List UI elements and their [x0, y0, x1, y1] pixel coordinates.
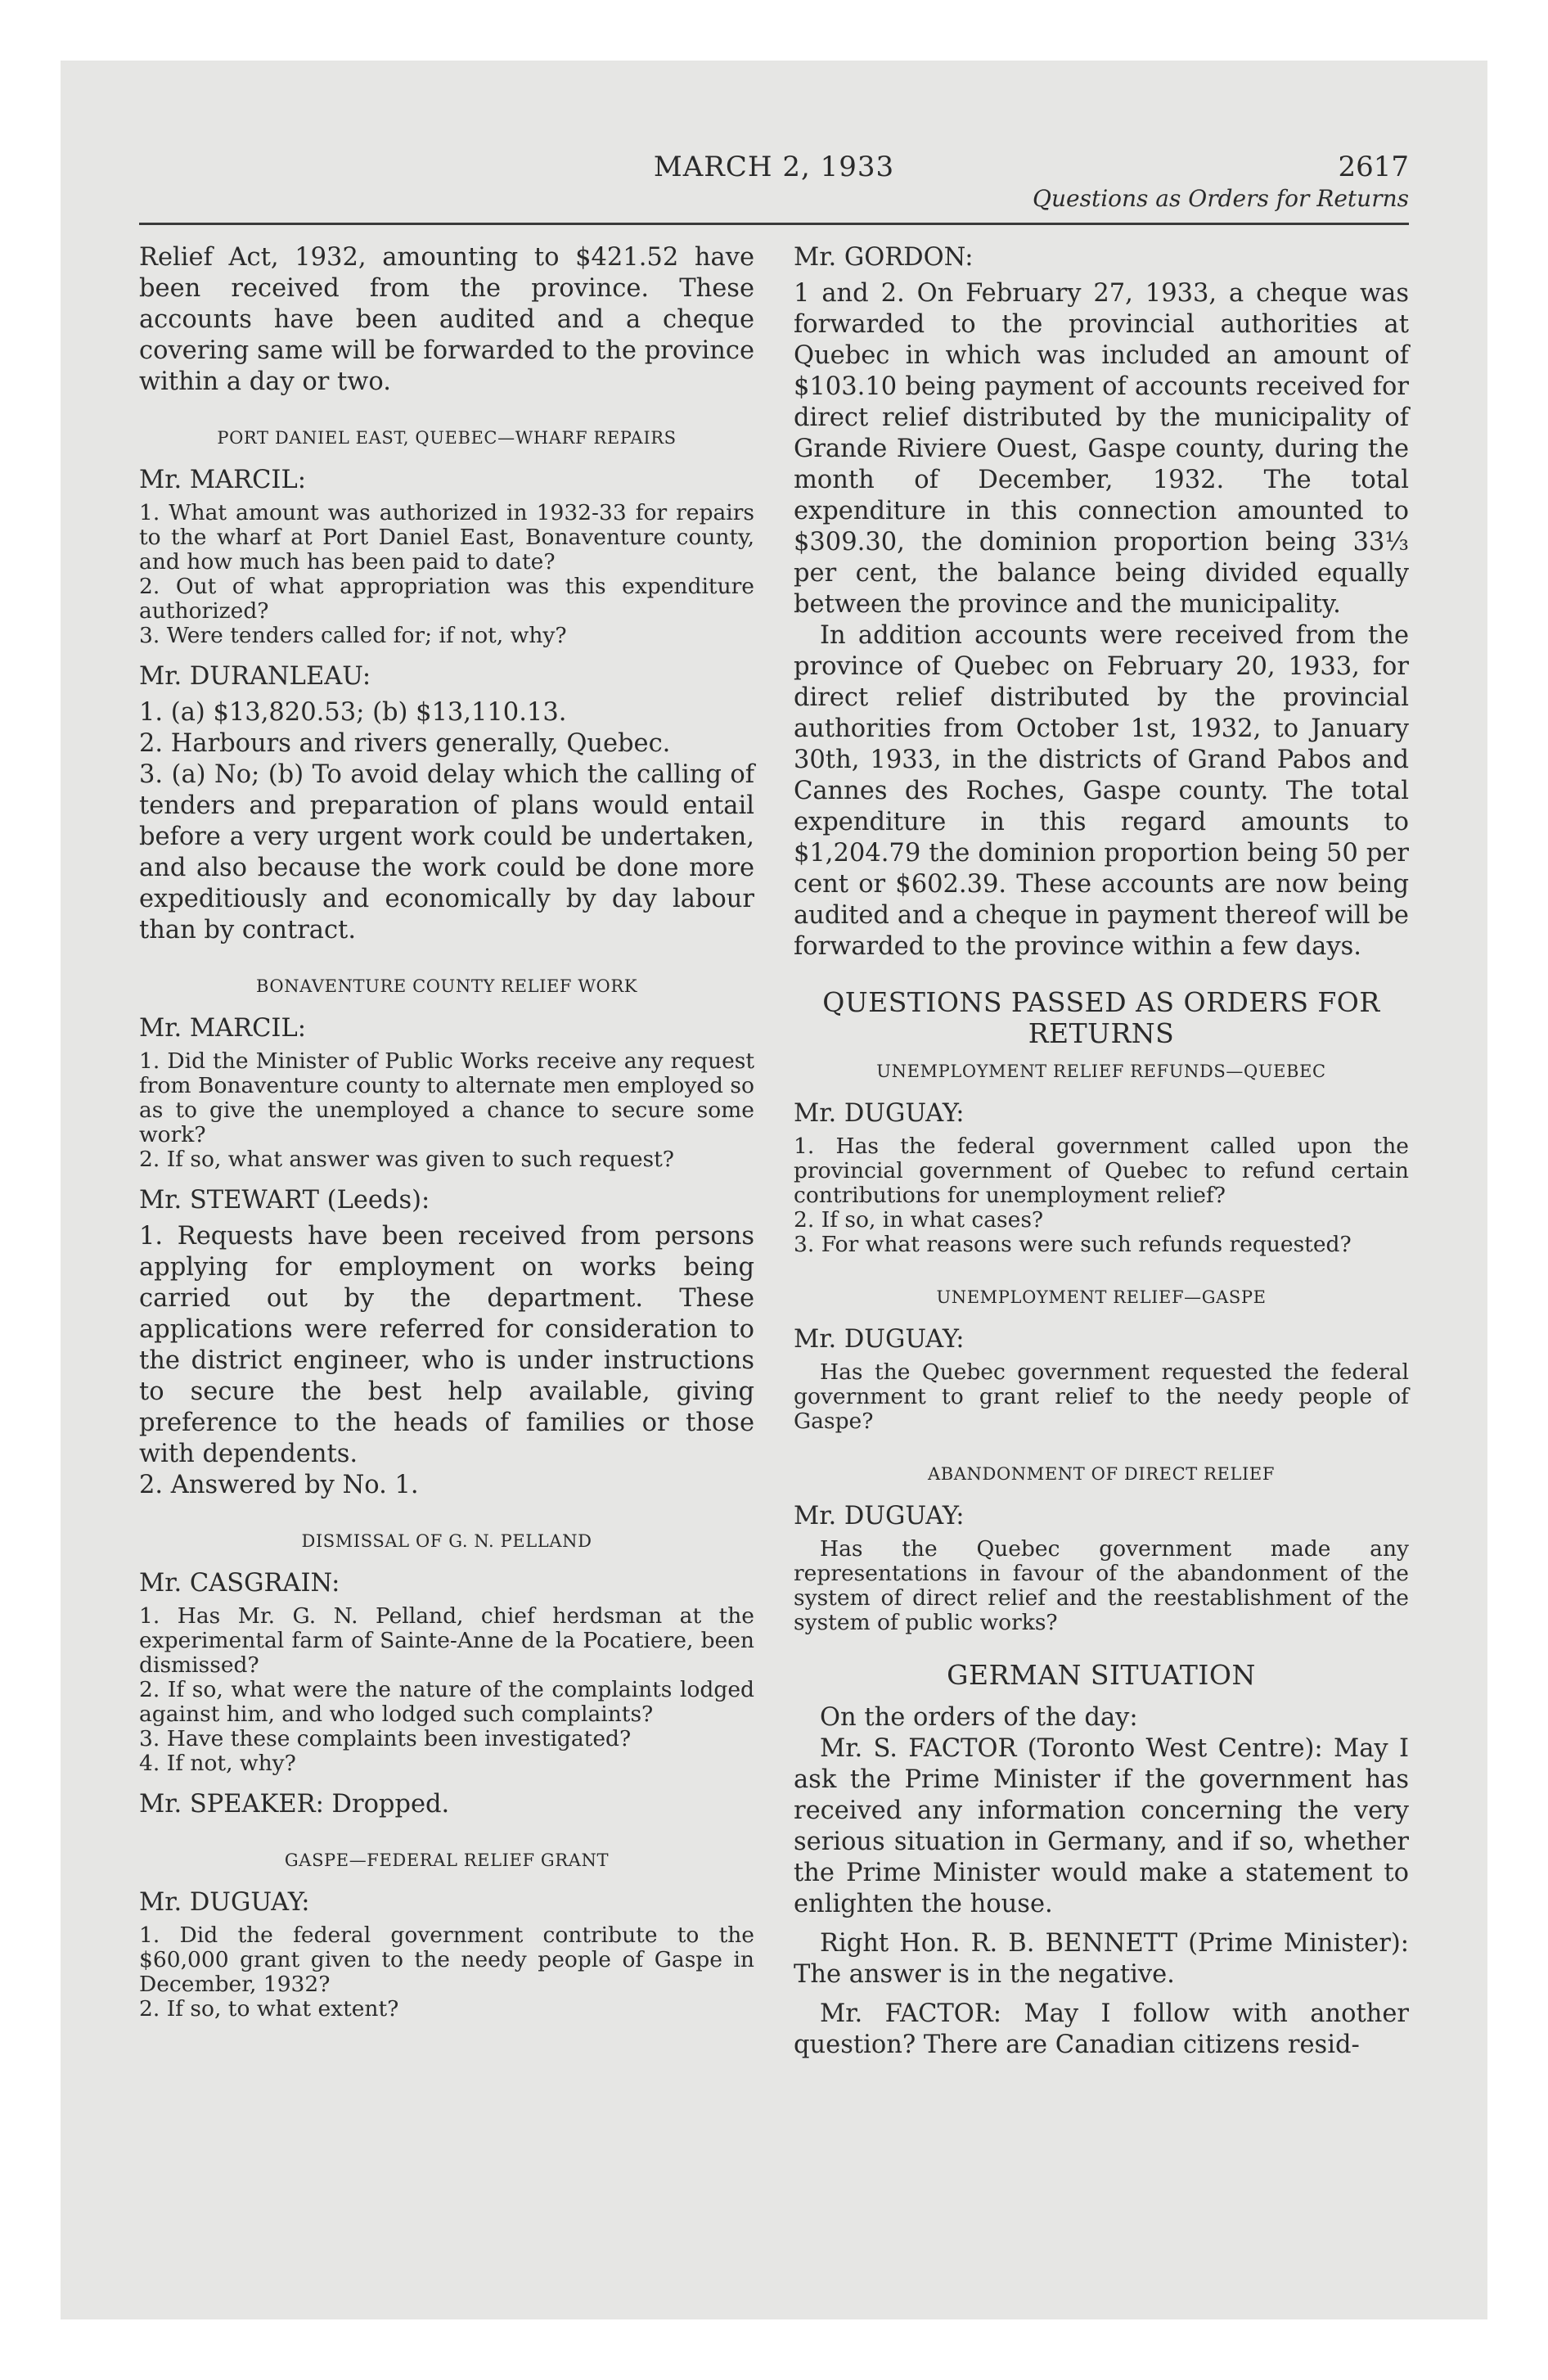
- question-item: 3. For what reasons were such refunds requested?: [794, 1232, 1352, 1257]
- question-item: 3. Were tenders called for; if not, why?: [139, 623, 567, 648]
- right-column: [794, 242, 1409, 2061]
- paragraph: In addition accounts were received from the province of Quebec on February 20, 1933, for direct relief distributed by the provincial authorities from October 1st, 1932, to January 30th, 1933, in the districts of Grand Pabos and Cannes des Roches, Gaspe county. The total expenditure in this regard amounts to $1,204.79 the dominion proportion being 50 per cent or $602.39. These accounts are now being audited and a cheque in payment thereof will be forwarded to the province within a few days.: [794, 621, 1409, 961]
- section-heading: PORT DANIEL EAST, QUEBEC—WHARF REPAIRS: [217, 428, 677, 448]
- speaker-name: Mr. GORDON:: [794, 243, 974, 272]
- speaker-name: Mr. STEWART (Leeds):: [139, 1186, 430, 1215]
- paragraph: Relief Act, 1932, amounting to $421.52 have been received from the province. These accounts have been audited and a cheque covering same will be forwarded to the province within a day or two.: [139, 243, 754, 396]
- question-item: 1. Did the Minister of Public Works receive any request from Bonaventure county to alternate men employed so as to give the unemployed a chance to secure some work?: [139, 1048, 754, 1147]
- header-subtitle: Questions as Orders for Returns: [1033, 185, 1409, 212]
- question-item: Has the Quebec government requested the federal government to grant relief to the needy people of Gaspe?: [794, 1359, 1409, 1434]
- left-column: [139, 242, 754, 2022]
- speaker-name: Mr. DUGUAY:: [794, 1502, 965, 1530]
- speaker-name: Mr. MARCIL:: [139, 466, 306, 494]
- question-item: 1. Has the federal government called upon the provincial government of Quebec to refund certain contributions for unemployment relief?: [794, 1134, 1409, 1208]
- answer-item: 2. Answered by No. 1.: [139, 1471, 419, 1499]
- speaker-name: Mr. DUGUAY:: [139, 1888, 310, 1917]
- paragraph: Mr. FACTOR: May I follow with another question? There are Canadian citizens resid-: [794, 1999, 1409, 2059]
- section-heading: BONAVENTURE COUNTY RELIEF WORK: [255, 976, 638, 996]
- paragraph: On the orders of the day:: [820, 1703, 1138, 1732]
- question-item: 3. Have these complaints been investigated?: [139, 1726, 632, 1751]
- page-header: [139, 151, 1409, 225]
- section-heading: ABANDONMENT OF DIRECT RELIEF: [927, 1464, 1276, 1484]
- answer-item: 1 and 2. On February 27, 1933, a cheque was forwarded to the provincial authorities at Quebec in which was included an amount of $103.10 being payment of accounts received for direct relief distributed by the municipality of Grande Riviere Ouest, Gaspe county, during the month of December, 1932. The total expenditure in this connection amounted to $309.30, the dominion proportion being 33⅓ per cent, the balance being divided equally between the province and the municipality.: [794, 279, 1409, 619]
- answer-item: 2. Harbours and rivers generally, Quebec.: [139, 729, 671, 758]
- section-heading: UNEMPLOYMENT RELIEF REFUNDS—QUEBEC: [876, 1062, 1326, 1081]
- section-heading: DISMISSAL OF G. N. PELLAND: [301, 1531, 592, 1551]
- speaker-name: Mr. DURANLEAU:: [139, 662, 371, 691]
- speaker-name: Mr. CASGRAIN:: [139, 1569, 340, 1598]
- question-item: 2. If so, what answer was given to such request?: [139, 1147, 674, 1172]
- question-item: 2. If so, to what extent?: [139, 1996, 399, 2022]
- major-heading: GERMAN SITUATION: [947, 1659, 1256, 1691]
- paragraph: Right Hon. R. B. BENNETT (Prime Minister): The answer is in the negative.: [794, 1929, 1409, 1989]
- answer-item: 1. (a) $13,820.53; (b) $13,110.13.: [139, 698, 567, 727]
- speaker-name: Mr. DUGUAY:: [794, 1325, 965, 1354]
- answer-item: 1. Requests have been received from persons applying for employment on works being carried out by the department. These applications were referred for consideration to the district engineer, who is under instructions to secure the best help available, giving preference to the heads of families or those with dependents.: [139, 1222, 754, 1468]
- page-number: 2617: [1338, 151, 1409, 183]
- question-item: 1. Has Mr. G. N. Pelland, chief herdsman at the experimental farm of Sainte-Anne de la Pocatiere, been dismissed?: [139, 1603, 754, 1678]
- speaker-name: Mr. DUGUAY:: [794, 1099, 965, 1128]
- section-heading: UNEMPLOYMENT RELIEF—GASPE: [936, 1287, 1267, 1307]
- question-item: 2. If so, what were the nature of the complaints lodged against him, and who lodged such complaints?: [139, 1677, 754, 1727]
- speaker-name: Mr. MARCIL:: [139, 1014, 306, 1043]
- question-item: 1. Did the federal government contribute to the $60,000 grant given to the needy people of Gaspe in December, 1932?: [139, 1922, 754, 1997]
- answer-item: 3. (a) No; (b) To avoid delay which the calling of tenders and preparation of plans would entail before a very urgent work could be undertaken, and also because the work could be done more expeditiously and economically by day labour than by contract.: [139, 760, 754, 944]
- paragraph: Mr. S. FACTOR (Toronto West Centre): May I ask the Prime Minister if the government has received any information concerning the very serious situation in Germany, and if so, whether the Prime Minister would make a statement to enlighten the house.: [794, 1734, 1409, 1918]
- question-item: 4. If not, why?: [139, 1751, 296, 1776]
- document-page: [61, 61, 1487, 2319]
- major-heading: QUESTIONS PASSED AS ORDERS FOR RETURNS: [822, 986, 1380, 1049]
- speaker-name: Mr. SPEAKER: Dropped.: [139, 1790, 450, 1819]
- question-item: 2. Out of what appropriation was this expenditure authorized?: [139, 574, 754, 624]
- question-item: 2. If so, in what cases?: [794, 1207, 1044, 1233]
- header-date: MARCH 2, 1933: [653, 151, 895, 183]
- question-item: Has the Quebec government made any representations in favour of the abandonment of the system of direct relief and the reestablishment of the system of public works?: [794, 1536, 1409, 1635]
- section-heading: GASPE—FEDERAL RELIEF GRANT: [284, 1850, 610, 1870]
- question-item: 1. What amount was authorized in 1932-33 for repairs to the wharf at Port Daniel East, Bonaventure county, and how much has been paid to date?: [139, 500, 754, 575]
